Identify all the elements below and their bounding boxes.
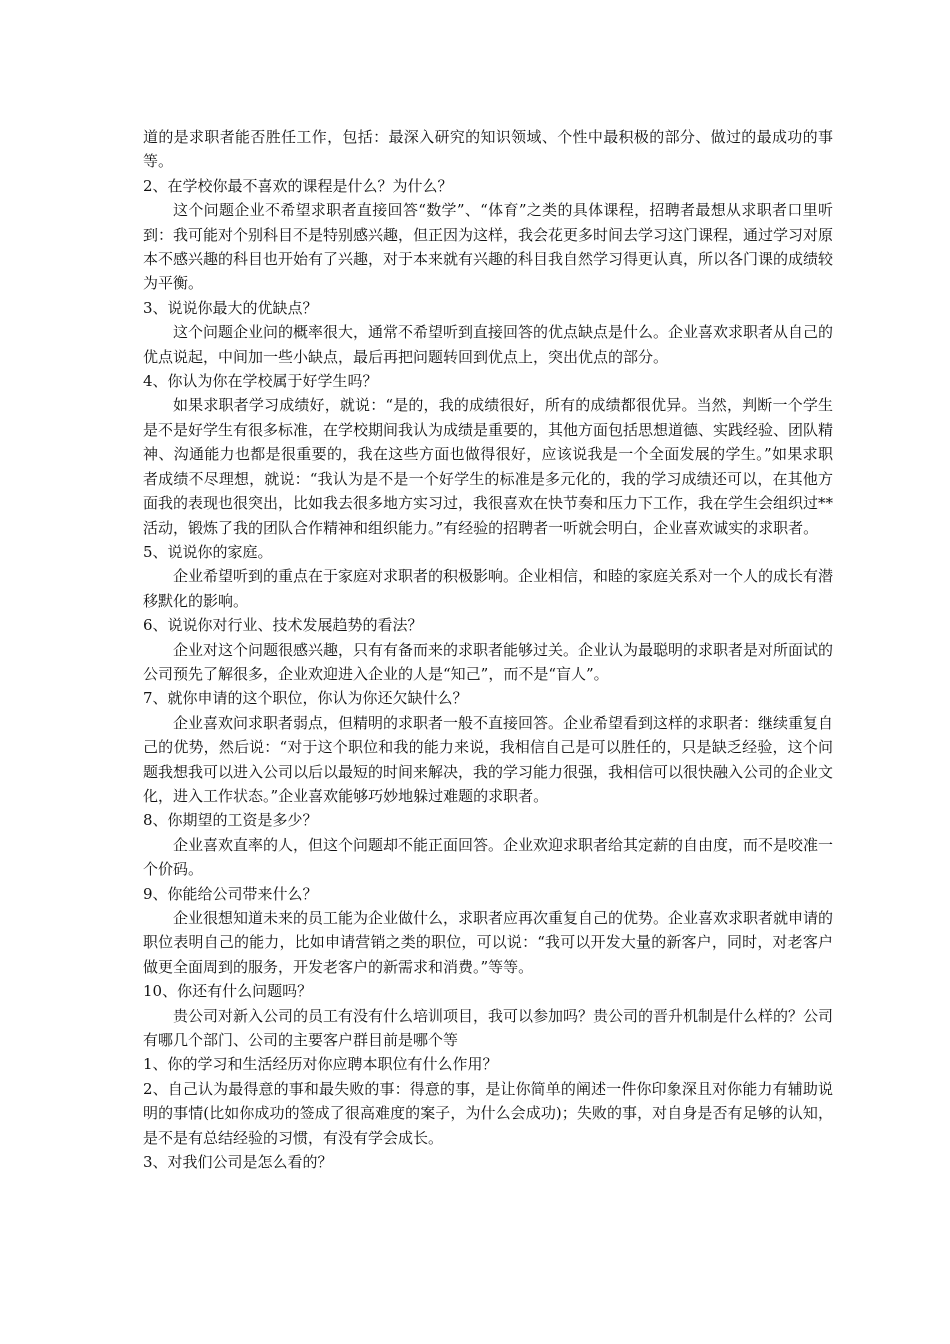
question-heading: 8、你期望的工资是多少？ xyxy=(143,811,318,830)
question-heading: 1、你的学习和生活经历对你应聘本职位有什么作用？ xyxy=(143,1055,498,1074)
question-heading: 2、在学校你最不喜欢的课程是什么？为什么？ xyxy=(143,176,453,195)
answer-paragraph: 贵公司对新入公司的员工有没有什么培训项目，我可以参加吗？贵公司的晋升机制是什么样的？公司有哪几个部门、公司的主要客户群目前是哪个等 xyxy=(143,1006,834,1050)
question-heading: 3、说说你最大的优缺点？ xyxy=(143,298,318,317)
question-heading: 3、对我们公司是怎么看的？ xyxy=(143,1153,333,1172)
answer-paragraph: 企业喜欢问求职者弱点，但精明的求职者一般不直接回答。企业希望看到这样的求职者：继续重复自己的优势，然后说：“对于这个职位和我的能力来说，我相信自己是可以胜任的，只是缺乏经验，这个问题我想我可以进入公司以后以最短的时间来解决，我的学习能力很强，我相信可以很快融入公司的企业文化，进入工作状态。”企业喜欢能够巧妙地躲过难题的求职者。 xyxy=(143,713,834,805)
question-heading: 6、说说你对行业、技术发展趋势的看法？ xyxy=(143,616,423,635)
question-heading: 2、自己认为最得意的事和最失败的事：得意的事，是让你简单的阐述一件你印象深且对你能力有辅助说明的事情(比如你成功的签成了很高难度的案子，为什么会成功)；失败的事，对自身是否有足够的认知，是不是有总结经验的习惯，有没有学会成长。 xyxy=(143,1079,833,1147)
answer-paragraph: 这个问题企业问的概率很大，通常不希望听到直接回答的优点缺点是什么。企业喜欢求职者从自己的优点说起，中间加一些小缺点，最后再把问题转回到优点上，突出优点的部分。 xyxy=(143,323,834,366)
question-heading: 9、你能给公司带来什么？ xyxy=(143,884,318,903)
question-heading: 4、你认为你在学校属于好学生吗？ xyxy=(143,372,378,391)
question-heading: 10、你还有什么问题吗？ xyxy=(143,982,313,1001)
answer-paragraph: 这个问题企业不希望求职者直接回答“数学”、“体育”之类的具体课程，招聘者最想从求职者口里听到：我可能对个别科目不是特别感兴趣，但正因为这样，我会花更多时间去学习这门课程，通过学习对原本不感兴趣的科目也开始有了兴趣，对于本来就有兴趣的科目我自然学习得更认真，所以各门课的成绩较为平衡。 xyxy=(143,201,834,293)
answer-paragraph: 如果求职者学习成绩好，就说：“是的，我的成绩很好，所有的成绩都很优异。当然，判断一个学生是不是好学生有很多标准，在学校期间我认为成绩是重要的，其他方面包括思想道德、实践经验、团队精神、沟通能力也都是很重要的，我在这些方面也做得很好，应该说我是一个全面发展的学生。”如果求职者成绩不尽理想，就说：“我认为是不是一个好学生的标准是多元化的，我的学习成绩还可以，在其他方面我的表现也很突出，比如我去很多地方实习过，我很喜欢在快节奏和压力下工作，我在学生会组织过**活动，锻炼了我的团队合作精神和组织能力。”有经验的招聘者一听就会明白，企业喜欢诚实的求职者。 xyxy=(143,396,834,537)
answer-paragraph: 企业喜欢直率的人，但这个问题却不能正面回答。企业欢迎求职者给其定薪的自由度，而不是咬准一个价码。 xyxy=(143,835,834,879)
paragraph-continuation: 道的是求职者能否胜任工作，包括：最深入研究的知识领域、个性中最积极的部分、做过的最成功的事等。 xyxy=(143,128,833,171)
answer-paragraph: 企业很想知道未来的员工能为企业做什么，求职者应再次重复自己的优势。企业喜欢求职者就申请的职位表明自己的能力，比如申请营销之类的职位，可以说：“我可以开发大量的新客户，同时，对老客户做更全面周到的服务，开发老客户的新需求和消费。”等等。 xyxy=(143,909,834,976)
document-body xyxy=(143,125,833,1174)
question-heading: 7、就你申请的这个职位，你认为你还欠缺什么？ xyxy=(143,689,468,708)
answer-paragraph: 企业希望听到的重点在于家庭对求职者的积极影响。企业相信，和睦的家庭关系对一个人的成长有潜移默化的影响。 xyxy=(143,567,834,610)
question-heading: 5、说说你的家庭。 xyxy=(143,542,273,561)
answer-paragraph: 企业对这个问题很感兴趣，只有有备而来的求职者能够过关。企业认为最聪明的求职者是对所面试的公司预先了解很多，企业欢迎进入企业的人是“知己”，而不是“盲人”。 xyxy=(143,640,834,683)
